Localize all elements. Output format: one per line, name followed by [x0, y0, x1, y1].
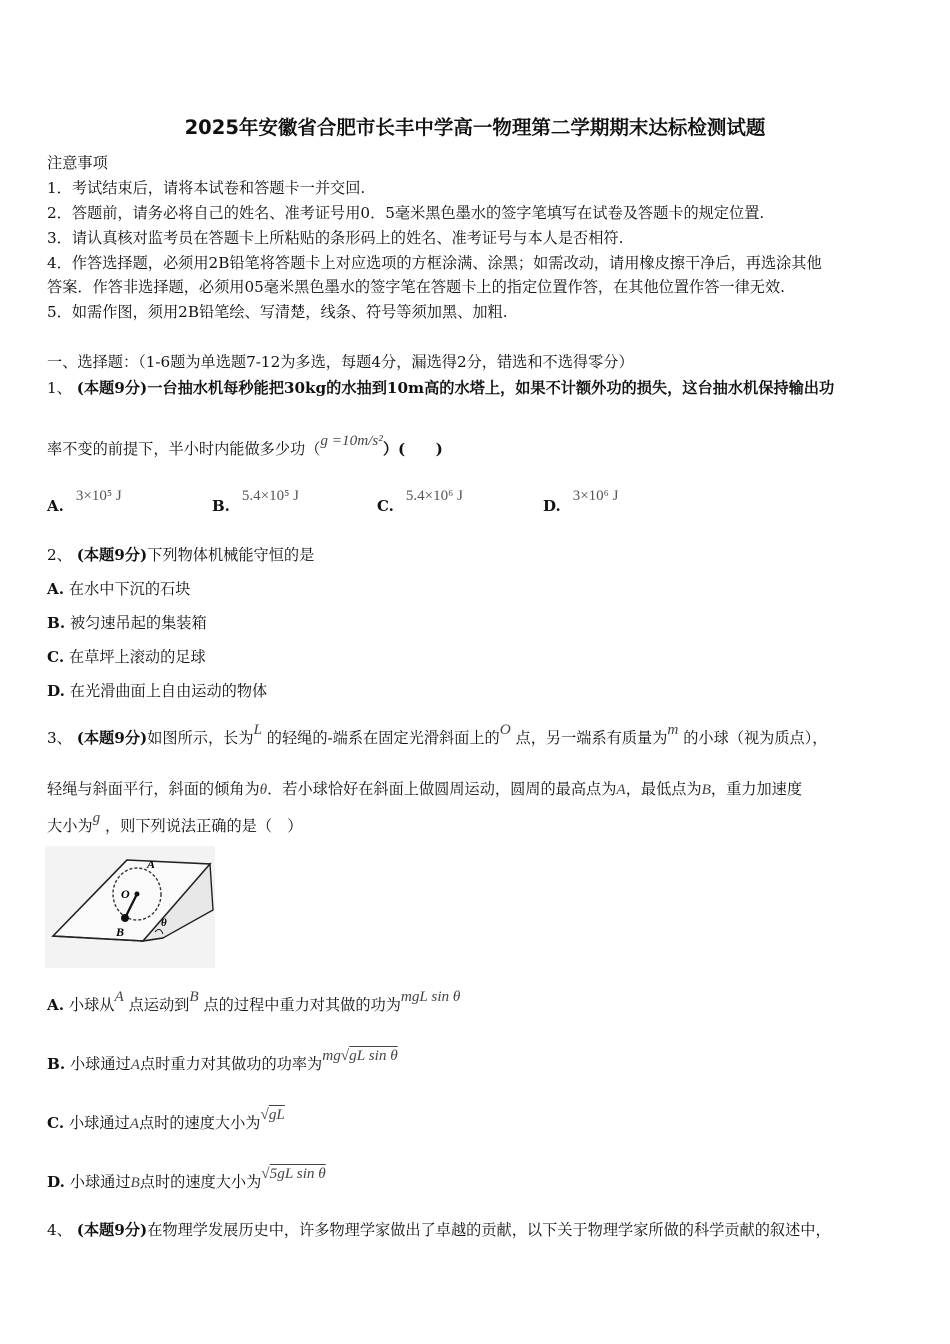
option-var: A — [114, 988, 124, 1005]
q4-number: 4、 — [47, 1221, 72, 1239]
q2-option-a[interactable] — [47, 578, 190, 599]
option-expr: mgL sin θ — [400, 988, 461, 1005]
q3-text: ，则下列说法正确的是（ ） — [104, 817, 303, 835]
option-value: 3×10⁵ J — [75, 488, 122, 504]
q3-option-a[interactable] — [47, 988, 461, 1015]
q3-line3 — [47, 809, 303, 836]
q3-text: ，重力加速度 — [710, 780, 803, 798]
q3-line1 — [47, 721, 828, 748]
notice-item: 2．答题前，请务必将自己的姓名、准考证号用0．5毫米黑色墨水的签字笔填写在试卷及答题卡的规定位置. — [47, 204, 765, 222]
q3-text: 点，另一端系有质量为 — [515, 729, 668, 747]
notice-item: 答案．作答非选择题，必须用05毫米黑色墨水的签字笔在答题卡上的指定位置作答，在其他位置作答一律无效. — [47, 278, 785, 296]
q3-option-c[interactable] — [47, 1106, 285, 1133]
q3-line2 — [47, 778, 802, 799]
label-A: A — [147, 857, 156, 871]
q4-stem — [47, 1219, 831, 1240]
q2-score: (本题9分) — [76, 546, 148, 564]
option-value: 5.4×10⁶ J — [405, 488, 463, 504]
q4-score: (本题9分) — [76, 1221, 148, 1239]
q3-option-d[interactable] — [47, 1165, 326, 1192]
q3-text: 如图所示，长为 — [147, 729, 254, 747]
q3-text: ，最低点为 — [625, 780, 702, 798]
option-label: D. — [543, 497, 561, 515]
exam-title: 2025年安徽省合肥市长丰中学高一物理第二学期期末达标检测试题 — [184, 116, 766, 139]
option-text: 点时的速度大小为 — [139, 1173, 262, 1191]
q3-var-O: O — [499, 721, 511, 738]
q1-text: 一台抽水机每秒能把30kg的水抽到10m高的水塔上，如果不计额外功的损失，这台抽水机保持输出功 — [147, 379, 835, 397]
q3-option-b[interactable] — [47, 1047, 398, 1074]
option-text: 点运动到 — [128, 996, 190, 1014]
q1-g-value: g =10m/s² — [320, 432, 383, 449]
q1-number: 1、 — [47, 379, 72, 397]
notice-item: 4．作答选择题，必须用2B铅笔将答题卡上对应选项的方框涂满、涂黑；如需改动，请用橡皮擦干净后，再选涂其他 — [47, 254, 822, 272]
option-label: D. — [47, 1173, 65, 1191]
q2-option-b[interactable] — [47, 612, 207, 633]
q2-option-d[interactable] — [47, 680, 267, 701]
q1-text-2b: ）( ) — [382, 440, 443, 458]
option-text: 小球从 — [68, 996, 115, 1014]
ball — [121, 914, 129, 922]
q3-var-A: A — [616, 781, 626, 798]
option-label: A. — [47, 580, 65, 598]
sqrt-sign: √ — [260, 1106, 269, 1123]
q1-line1 — [47, 377, 834, 398]
option-var: A — [129, 1115, 139, 1132]
option-expr: 5gL sin θ — [269, 1165, 326, 1182]
q1-option-b[interactable] — [212, 488, 299, 516]
option-var: A — [130, 1056, 140, 1073]
option-text: 点时重力对其做功的功率为 — [139, 1055, 323, 1073]
option-label: A. — [47, 497, 64, 515]
option-text: 小球通过 — [69, 1055, 131, 1073]
option-text: 在草坪上滚动的足球 — [68, 648, 206, 666]
label-O: O — [121, 887, 130, 901]
option-label: C. — [377, 497, 394, 515]
q3-score: (本题9分) — [76, 729, 148, 747]
incline-diagram — [45, 846, 215, 968]
q3-text: 大小为 — [47, 817, 93, 835]
q1-option-c[interactable] — [377, 488, 463, 516]
q2-text: 下列物体机械能守恒的是 — [147, 546, 315, 564]
incline-figure — [45, 846, 215, 968]
q1-score: (本题9分) — [76, 379, 148, 397]
option-label: D. — [47, 682, 65, 700]
option-text: 小球通过 — [68, 1114, 130, 1132]
q3-text: 的小球（视为质点）， — [683, 729, 828, 747]
option-text: 点时的速度大小为 — [138, 1114, 261, 1132]
notice-item: 1．考试结束后，请将本试卷和答题卡一并交回. — [47, 179, 366, 197]
option-expr: gL — [268, 1106, 285, 1123]
q3-text: ．若小球恰好在斜面上做圆周运动，圆周的最高点为 — [267, 780, 617, 798]
option-text: 被匀速吊起的集装箱 — [69, 614, 207, 632]
option-label: B. — [212, 497, 230, 515]
notice-item: 3．请认真核对监考员在答题卡上所粘贴的条形码上的姓名、准考证号与本人是否相符. — [47, 229, 624, 247]
q3-var-m: m — [667, 721, 679, 738]
q1-line2 — [47, 432, 443, 459]
option-var: B — [130, 1174, 140, 1191]
notice-heading: 注意事项 — [47, 154, 108, 172]
option-label: C. — [47, 1114, 65, 1132]
sqrt-sign: √ — [261, 1165, 270, 1182]
q3-var-L: L — [253, 721, 262, 738]
notice-item: 5．如需作图，须用2B铅笔绘、写清楚，线条、符号等须加黑、加粗. — [47, 303, 508, 321]
pivot-point — [135, 892, 140, 897]
q3-var-g: g — [92, 809, 101, 826]
q2-option-c[interactable] — [47, 646, 206, 667]
q1-text-2a: 率不变的前提下，半小时内能做多少功（ — [47, 440, 321, 458]
q3-text: 轻绳与斜面平行，斜面的倾角为 — [47, 780, 260, 798]
q2-stem — [47, 544, 314, 565]
label-theta: θ — [161, 917, 167, 929]
q3-var-theta: θ — [259, 781, 268, 798]
label-B: B — [116, 925, 125, 939]
option-text: 小球通过 — [69, 1173, 131, 1191]
q1-option-d[interactable] — [543, 488, 619, 516]
option-text: 点的过程中重力对其做的功为 — [203, 996, 401, 1014]
section-heading: 一、选择题：（1-6题为单选题7-12为多选，每题4分，漏选得2分，错选和不选得零分） — [47, 353, 634, 371]
sqrt-sign: √ — [340, 1047, 350, 1064]
option-expr: gL sin θ — [349, 1047, 398, 1064]
q3-number: 3、 — [47, 729, 72, 747]
q4-text: 在物理学发展历史中，许多物理学家做出了卓越的贡献，以下关于物理学家所做的科学贡献的叙述中， — [147, 1221, 831, 1239]
q3-text: 的轻绳的-端系在固定光滑斜面上的 — [266, 729, 500, 747]
option-text: 在光滑曲面上自由运动的物体 — [69, 682, 268, 700]
option-value: 3×10⁶ J — [572, 488, 619, 504]
q3-var-B: B — [701, 781, 711, 798]
option-value: 5.4×10⁵ J — [241, 488, 299, 504]
option-label: C. — [47, 648, 65, 666]
option-var: B — [189, 988, 199, 1005]
q1-option-a[interactable] — [47, 488, 122, 516]
option-label: B. — [47, 1055, 66, 1073]
option-label: B. — [47, 614, 66, 632]
option-text: 在水中下沉的石块 — [68, 580, 191, 598]
q2-number: 2、 — [47, 546, 72, 564]
option-label: A. — [47, 996, 65, 1014]
option-expr: mg — [322, 1047, 341, 1064]
